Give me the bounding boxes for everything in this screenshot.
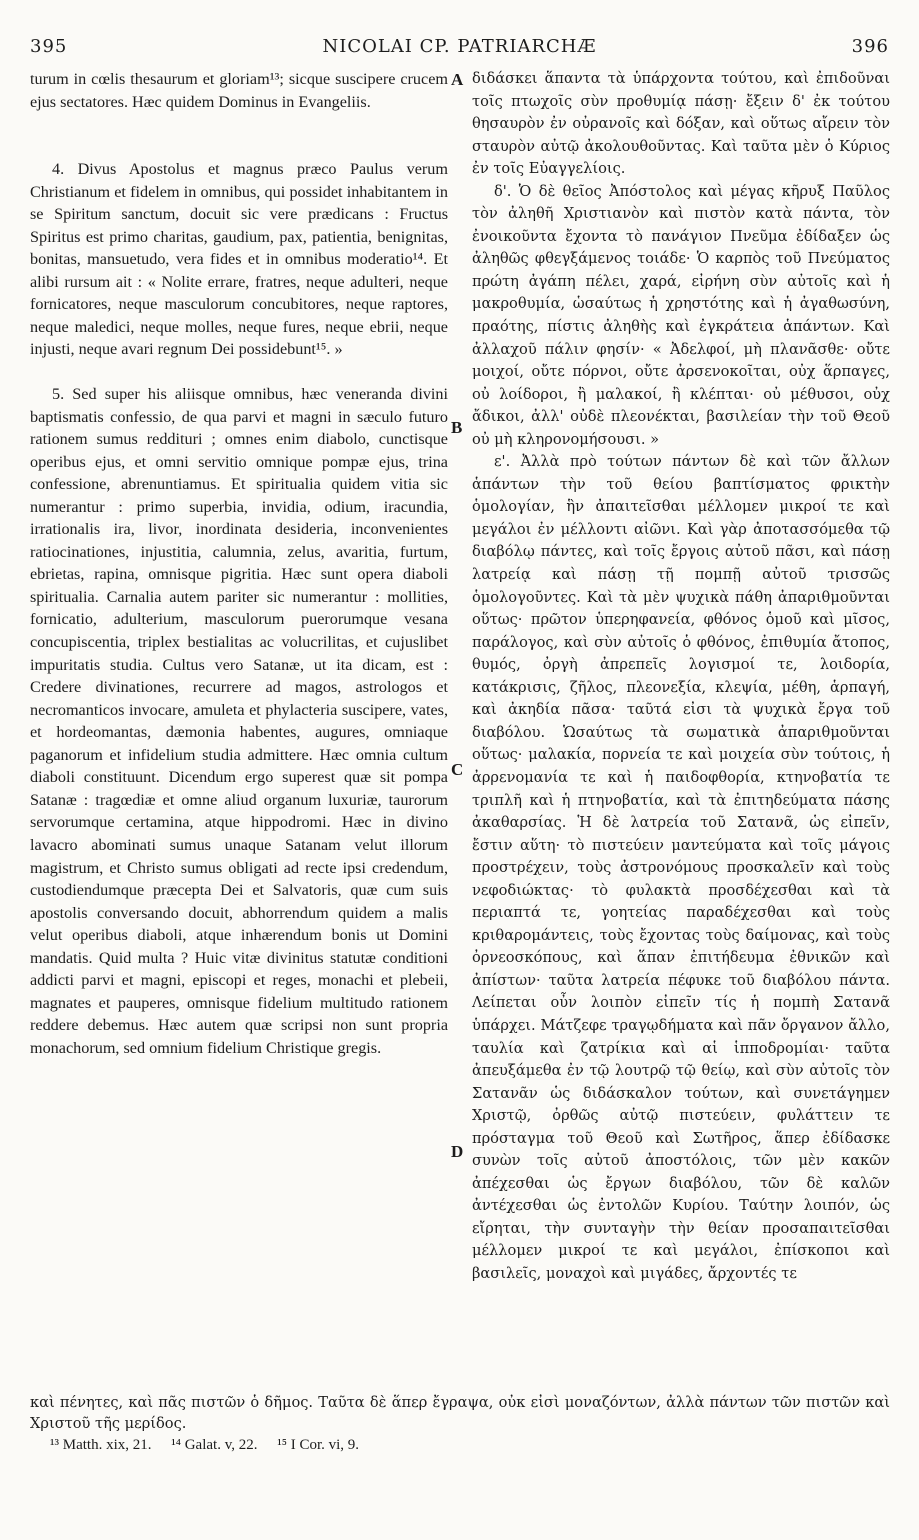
page-number-left: 395 bbox=[30, 36, 68, 57]
latin-paragraph-4: 4. Divus Apostolus et magnus præco Paulus verum Christianum et fidelem in omnibus, qui possidet inhabitantem in se Spiritum sanctum, docuit sic vere prædicans : Fructus Spiritus est primo charitas, gaudium, pax, patientia, benignitas, bonitas, mansuetudo, vera fides et in omnibus moderatio¹⁴. Et alibi rursum ait : « Nolite errare, fratres, neque adulteri, neque fornicatores, neque masculorum concubitores, neque raptores, neque maledici, neque molles, neque fures, neque ebrii, neque injusti, neque avari regnum Dei possidebunt¹⁵. » bbox=[30, 160, 448, 359]
greek-paragraph-5: ε'. Ἀλλὰ πρὸ τούτων πάντων δὲ καὶ τῶν ἄλλων ἁπάντων τὴν τοῦ θείου βαπτίσματος φρικτὴν ὁμολογίαν, ἣν ἀπαιτεῖσθαι μέλλομεν μικροί τε καὶ μεγάλοι ἐν μέλλοντι αἰῶνι. Καὶ γὰρ ἀποτασσόμεθα τῷ διαβόλῳ πάντες, καὶ τοῖς ἔργοις αὐτοῦ πᾶσι, καὶ πάσῃ λατρείᾳ καὶ πάσῃ τῇ πομπῇ αὐτοῦ τρισσῶς ὁμολογοῦντες. Καὶ τὰ μὲν ψυχικὰ πάθη ἀπαριθμοῦνται οὕτως· πρῶτον ὑπερηφανεία, φθόνος ὁμοῦ καὶ μῖσος, παράλογος, καὶ σὺν αὐτοῖς ὁ φθόνος, ἐπιθυμία ἄτοπος, θυμός, ὀργὴ ἀπρεπεῖς λογισμοί τε, λοιδορία, κατάκρισις, ζῆλος, πλεονεξία, κλεψία, μέθη, ἁρπαγή, καὶ ἀκηδία πᾶσα· ταῦτά εἰσι τὰ ψυχικὰ ἔργα τοῦ διαβόλου. Ὡσαύτως τὰ σωματικὰ ἀπαριθμοῦνται οὕτως· μαλακία, πορνεία τε καὶ μοιχεία σὺν τούτοις, ἡ ἀρρενομανία τε καὶ ἡ παιδοφθορία, κτηνοβατία τε τριπλῆ καὶ ἡ πτηνοβατία, καὶ τὰ ἐπιτηδεύματα πάσης ἀκαθαρσίας. Ἡ δὲ λατρεία τοῦ Σατανᾶ, ὡς εἰπεῖν, ἔστιν αὕτη· τὸ πιστεύειν μαντεύματα καὶ τοῖς μάγοις προστρέχειν, τοὺς ἀστρονόμους προσκαλεῖν καὶ τοὺς νεφοδιώκτας· τὸ φυλακτὰ προσδέχεσθαι καὶ τὰ περιαπτά τε, γοητείας παραδέχεσθαι καὶ τοὺς κριθαρομάντεις, τοὺς ἔχοντας τοὺς δαίμονας, καὶ τοὺς ὀρνεοσκόπους, καὶ ἅπαν ἐπιτήδευμα ἐθνικῶν καὶ ἀπίστων· ταῦτα λατρεία πέφυκε τοῦ διαβόλου πάντα. Λείπεται οὖν λοιπὸν εἰπεῖν τίς ἡ πομπὴ Σατανᾶ ὑπάρχει. Μάτζεφε τραγῳδήματα καὶ πᾶν ὄργανον ἄλλο, ταυλία καὶ ζατρίκια καὶ αἱ ἱπποδρομίαι· ταῦτα ἀπευξάμεθα ἐν τῷ λουτρῷ τῷ θείῳ, καὶ σὺν αὐτοῖς τὸν Σατανᾶν ὡς διδάσκαλον τούτων, καὶ συνετάγημεν Χριστῷ, ὀρθῶς αὐτῷ πιστεύειν, φυλάττειν τε πρόσταγμα τοῦ Θεοῦ καὶ Σωτῆρος, ἅπερ ἐδίδασκε συνὼν τοῖς αὐτοῦ ἀποστόλοις, τῶν μὲν κακῶν ἀπέχεσθαι ὡς ἔργων διαβόλου, τῶν δὲ καλῶν ἀντέχεσθαι ὡς ἐντολῶν Κυρίου. Ταύτην λοιπόν, ὡς εἴρηται, τὴν συνταγὴν τὴν θείαν προσαπαιτεῖσθαι μέλλομεν μικροί τε καὶ μεγάλοι, ἐπίσκοποι καὶ βασιλεῖς, μοναχοὶ καὶ μιγάδες, ἄρχοντές τε bbox=[472, 453, 890, 1282]
footnotes bbox=[50, 1437, 375, 1454]
latin-paragraph-5: 5. Sed super his aliisque omnibus, hæc veneranda divini baptismatis confessio, de qua parvi et magni in sæculo futuro rationem sumus reddituri ; omnes enim diabolo, cunctisque operibus ejus, et omni servitio omnique pompæ ejus, trina confessione, abrenuntiamus. Et spiritualia quidem vitia sic numerantur : primo superbia, invidia, odium, iracundia, irrationalis ira, livor, inordinata desideria, inconvenientes ratiocinationes, injustitia, calumnia, zelus, avaritia, furtum, ebrietas, rapina, omnisque pigritia. Hæc sunt opera diaboli spiritualia. Carnalia autem pariter sic numerantur : mollities, fornicatio, adulterium, masculorum puerorumque vesana concupiscentia, triplex bestialitas ac volucrilitas, et cujuslibet impuritatis studia. Cultus vero Satanæ, ut ita dicam, est : Credere divinationes, recurrere ad magos, astrologos et necromanticos invocare, amuleta et phylacteria suscipere, vates, et hordeomantas, dæmonia habentes, augures, omniaque paganorum et infidelium studia admittere. Hæc omnia cultum diaboli constituunt. Dicendum ergo superest quæ sit pompa Satanæ : tragœdiæ et omne aliud organum luxuriæ, taurorum servorumque certamina, atque hippodromi. Hæc in divino lavacro abominati sumus unaque Satanam velut illorum magistrum, et Christo sumus obligati ad recte ipsi credendum, custodiendumque præcepta Dei et Salvatoris, quæ cum suis apostolis conversando docuit, abhorrendum quidem a malis velut operibus diaboli, atque inhærendum bonis ut Domini mandatis. Quid multa ? Huic vitæ divinitus statutæ conditioni addicti parvi et magni, episcopi et reges, monachi et plebeii, magnates et pauperes, omnisque fidelium multitudo rationem reddere debemus. Hæc autem quæ scripsi non sunt propria monachorum, sed omnium fidelium Christique gregis. bbox=[30, 385, 448, 1057]
footnote-13: ¹³ Matth. xix, 21. bbox=[50, 1437, 152, 1453]
page-header bbox=[30, 36, 889, 62]
greek-paragraph-3-end: διδάσκει ἅπαντα τὰ ὑπάρχοντα τούτου, καὶ ἐπιδοῦναι τοῖς πτωχοῖς σὺν προθυμίᾳ πάσῃ· ἔξειν δ' ἐκ τούτου θησαυρὸν ἐν οὐρανοῖς καὶ δόξαν, καὶ οὕτως αἴρειν τὸν σταυρὸν αὐτῷ ἀκολουθοῦντας. Καὶ ταῦτα μὲν ὁ Κύριος ἐν τοῖς Εὐαγγελίοις. bbox=[472, 70, 890, 178]
latin-column bbox=[30, 68, 448, 1059]
margin-letter-b: B bbox=[451, 418, 463, 437]
footnote-14: ¹⁴ Galat. v, 22. bbox=[171, 1437, 258, 1453]
greek-paragraph-4: δ'. Ὁ δὲ θεῖος Ἀπόστολος καὶ μέγας κῆρυξ Παῦλος τὸν ἀληθῆ Χριστιανὸν καὶ πιστὸν κατὰ πάντα, τὸν ἐνοικοῦντα ἔχοντα τὸ πανάγιον Πνεῦμα ἐδίδαξεν ὡς ἀληθῶς φθεγξάμενος τοιάδε· Ὁ καρπὸς τοῦ Πνεύματος πρώτη ἀγάπη πέλει, χαρά, εἰρήνη σὺν αὐτοῖς καὶ ἡ μακροθυμία, ὡσαύτως ἡ χρηστότης καὶ ἡ ἀγαθωσύνη, πραότης, πίστις ἀληθὴς καὶ ἐγκράτεια ἁπάντων. Καὶ ἀλλαχοῦ πάλιν φησίν· « Ἀδελφοί, μὴ πλανᾶσθε· οὔτε μοιχοί, οὔτε πόρνοι, οὔτε ἀρσενοκοῖται, οὐχ ἅρπαγες, οὐ λοίδοροι, ἢ μαλακοί, ἢ κλέπται· οὐ μέθυσοι, οὐχ ἄδικοι, ἀλλ' οὐδὲ πλεονέκται, βασιλείαν τὴν τοῦ Θεοῦ οὐ μὴ κληρονομήσουσι. » bbox=[472, 182, 890, 448]
margin-letter-c: C bbox=[451, 760, 464, 779]
margin-letter-a: A bbox=[451, 70, 464, 89]
margin-letter-d: D bbox=[451, 1142, 464, 1161]
running-title: NICOLAI CP. PATRIARCHÆ bbox=[322, 36, 597, 57]
greek-column bbox=[472, 68, 890, 1286]
greek-tail-line: καὶ πένητες, καὶ πᾶς πιστῶν ὁ δῆμος. Ταῦτα δὲ ἅπερ ἔγραψα, οὐκ εἰσὶ μοναζόντων, ἀλλὰ πάντων τῶν πιστῶν καὶ Χριστοῦ τῆς μερίδος. bbox=[30, 1394, 890, 1432]
footnote-15: ¹⁵ I Cor. vi, 9. bbox=[277, 1437, 360, 1453]
latin-paragraph-3-end: turum in cœlis thesaurum et gloriam¹³; sicque suscipere crucem ejus sectatores. Hæc quidem Dominus in Evangeliis. bbox=[30, 70, 448, 111]
page-number-right: 396 bbox=[851, 36, 889, 57]
